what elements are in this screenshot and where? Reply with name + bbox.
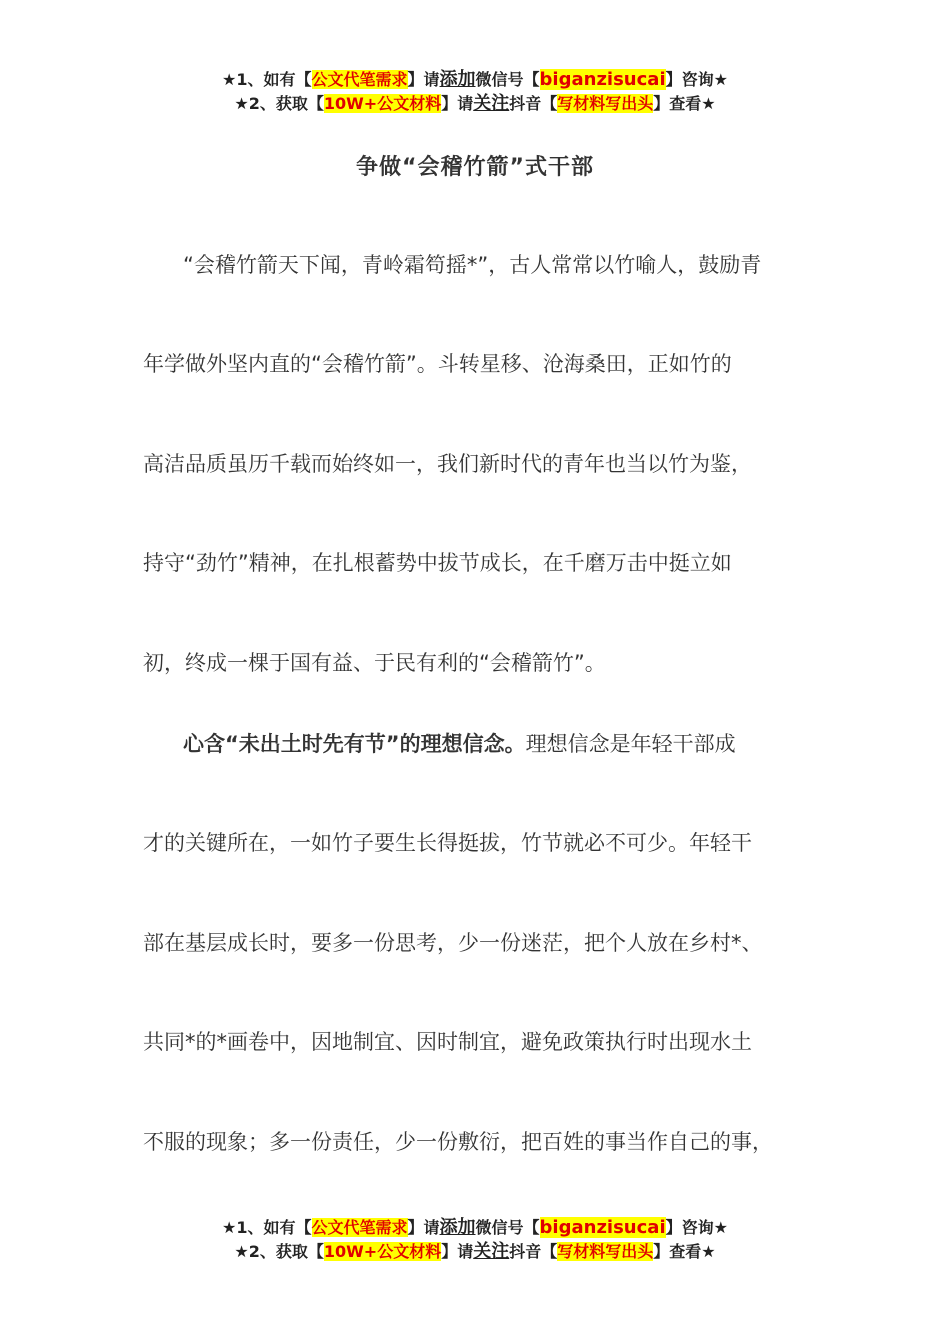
highlight-douyin: 写材料写出头 xyxy=(557,1242,654,1261)
emphasis-follow: 关注 xyxy=(473,1241,510,1262)
highlight-materials: 10W+公文材料 xyxy=(323,94,442,113)
highlight-wechat-id: biganzisucai xyxy=(539,1217,666,1238)
highlight-wechat-id: biganzisucai xyxy=(539,69,666,90)
banner-line-2: ★2、获取【10W+公文材料】请关注抖音【写材料写出头】查看★ xyxy=(234,1241,716,1262)
body-line: 年学做外坚内直的“会稽竹箭”。斗转星移、沧海桑田，正如竹的 xyxy=(143,352,732,376)
highlight-service: 公文代笔需求 xyxy=(311,1218,408,1237)
body-line: 共同*的*画卷中，因地制宜、因时制宜，避免政策执行时出现水土 xyxy=(143,1030,752,1054)
body-line: 才的关键所在，一如竹子要生长得挺拔，竹节就必不可少。年轻干 xyxy=(143,831,752,855)
para2-heading: 心含“未出土时先有节”的理想信念。 xyxy=(183,732,526,756)
footer-banner xyxy=(0,1216,950,1264)
body-line: 持守“劲竹”精神，在扎根蓄势中拔节成长，在千磨万击中挺立如 xyxy=(143,551,732,575)
document-title: 争做“会稽竹箭”式干部 xyxy=(356,155,594,180)
highlight-materials: 10W+公文材料 xyxy=(323,1242,442,1261)
body-line: 高洁品质虽历千载而始终如一，我们新时代的青年也当以竹为鉴， xyxy=(143,452,752,476)
body-line: “会稽竹箭天下闻，青岭霜笱摇*”，古人常常以竹喻人，鼓励青 xyxy=(183,253,762,277)
header-banner xyxy=(0,68,950,116)
body-line: 部在基层成长时，要多一份思考，少一份迷茫，把个人放在乡村*、 xyxy=(143,931,763,955)
banner-line-1: ★1、如有【公文代笔需求】请添加微信号【biganzisucai】咨询★ xyxy=(222,1217,728,1238)
highlight-service: 公文代笔需求 xyxy=(311,70,408,89)
banner-line-1: ★1、如有【公文代笔需求】请添加微信号【biganzisucai】咨询★ xyxy=(222,69,728,90)
banner-line-2: ★2、获取【10W+公文材料】请关注抖音【写材料写出头】查看★ xyxy=(234,93,716,114)
highlight-douyin: 写材料写出头 xyxy=(557,94,654,113)
body-line: 不服的现象；多一份责任，少一份敷衍，把百姓的事当作自己的事， xyxy=(143,1130,773,1154)
emphasis-follow: 关注 xyxy=(473,93,510,114)
body-line-para2: 心含“未出土时先有节”的理想信念。理想信念是年轻干部成 xyxy=(183,732,736,756)
emphasis-add: 添加 xyxy=(439,1217,476,1238)
body-line: 初，终成一棵于国有益、于民有利的“会稽箭竹”。 xyxy=(143,651,606,675)
emphasis-add: 添加 xyxy=(439,69,476,90)
